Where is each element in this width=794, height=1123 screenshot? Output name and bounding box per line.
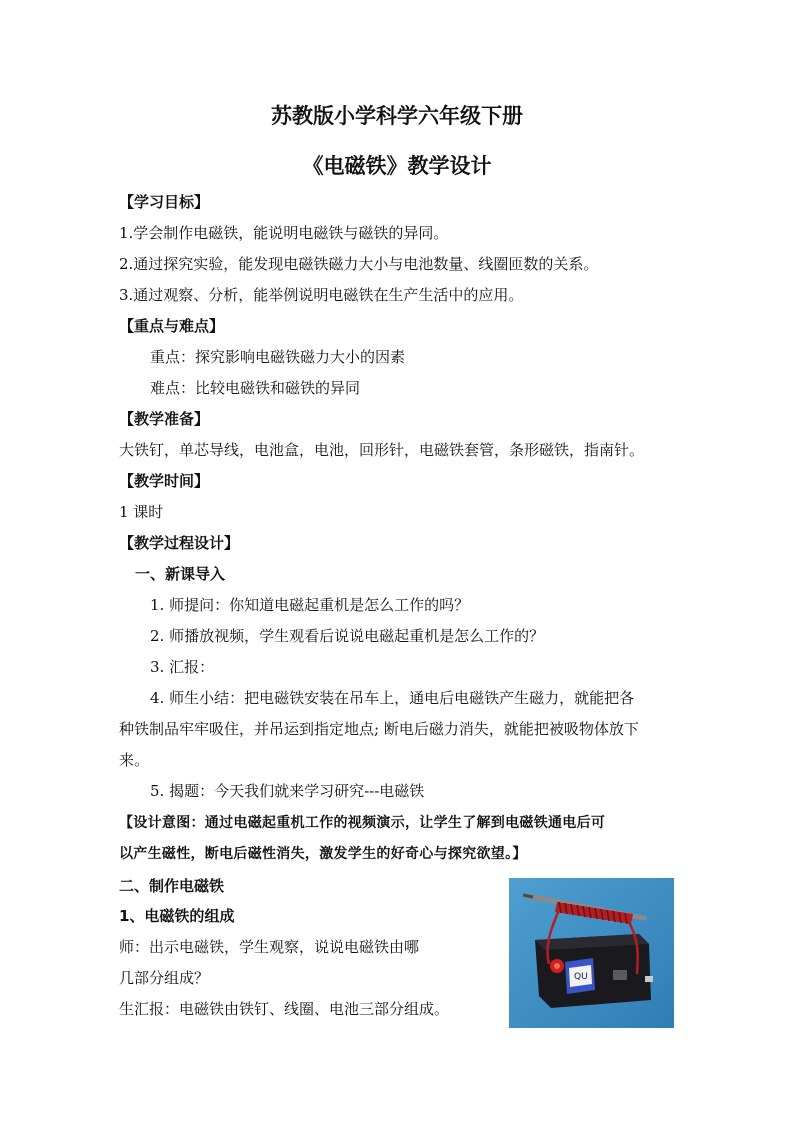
- battery: [565, 958, 595, 994]
- section1-heading: 一、新课导入: [135, 565, 226, 583]
- section1-step-4-line-2: 种铁制品牢牢吸住，并吊运到指定地点; 断电后磁力消失，就能把被吸物体放下: [119, 720, 639, 738]
- student-report: 生汇报：电磁铁由铁钉、线圈、电池三部分组成。: [119, 1000, 450, 1018]
- goal-item-1: 1.学会制作电磁铁，能说明电磁铁与磁铁的异同。: [119, 224, 449, 242]
- design-intent-line-1: 【设计意图：通过电磁起重机工作的视频演示，让学生了解到电磁铁通电后可: [119, 815, 606, 831]
- teacher-line-1: 师：出示电磁铁，学生观察，说说电磁铁由哪: [119, 938, 420, 956]
- document-subtitle: 《电磁铁》教学设计: [302, 154, 492, 178]
- section1-step-2: 2. 师播放视频，学生观看后说说电磁起重机是怎么工作的？: [150, 627, 545, 645]
- design-intent-line-2: 以产生磁性，断电后磁性消失，激发学生的好奇心与探究欲望。】: [119, 846, 527, 862]
- section2-sub-1: 1、电磁铁的组成: [119, 907, 235, 925]
- battery-label: QU: [574, 972, 588, 982]
- electromagnet-photo: [509, 878, 674, 1028]
- key-point: 重点：探究影响电磁铁磁力大小的因素: [150, 348, 406, 366]
- time-heading: 【教学时间】: [119, 472, 210, 490]
- prep-text: 大铁钉，单芯导线，电池盒，电池，回形针，电磁铁套管，条形磁铁，指南针。: [119, 441, 645, 459]
- document-title: 苏教版小学科学六年级下册: [271, 104, 523, 128]
- section2-heading: 二、制作电磁铁: [119, 877, 225, 895]
- process-heading: 【教学过程设计】: [119, 534, 240, 552]
- section1-step-3: 3. 汇报：: [150, 658, 215, 676]
- goal-item-2: 2.通过探究实验，能发现电磁铁磁力大小与电池数量、线圈匝数的关系。: [119, 255, 599, 273]
- section1-step-4-line-1: 4. 师生小结：把电磁铁安装在吊车上，通电后电磁铁产生磁力，就能把各: [150, 689, 635, 707]
- keypoints-heading: 【重点与难点】: [119, 317, 225, 335]
- section1-step-5: 5. 揭题：今天我们就来学习研究---电磁铁: [150, 782, 425, 800]
- prep-heading: 【教学准备】: [119, 410, 210, 428]
- goals-heading: 【学习目标】: [119, 193, 210, 211]
- section1-step-1: 1. 师提问：你知道电磁起重机是怎么工作的吗？: [150, 596, 470, 614]
- section1-step-4-line-3: 来。: [119, 751, 150, 769]
- goal-item-3: 3.通过观察、分析，能举例说明电磁铁在生产生活中的应用。: [119, 286, 524, 304]
- teacher-line-2: 几部分组成？: [119, 969, 210, 987]
- time-text: 1 课时: [119, 503, 164, 521]
- difficult-point: 难点：比较电磁铁和磁铁的异同: [150, 379, 361, 397]
